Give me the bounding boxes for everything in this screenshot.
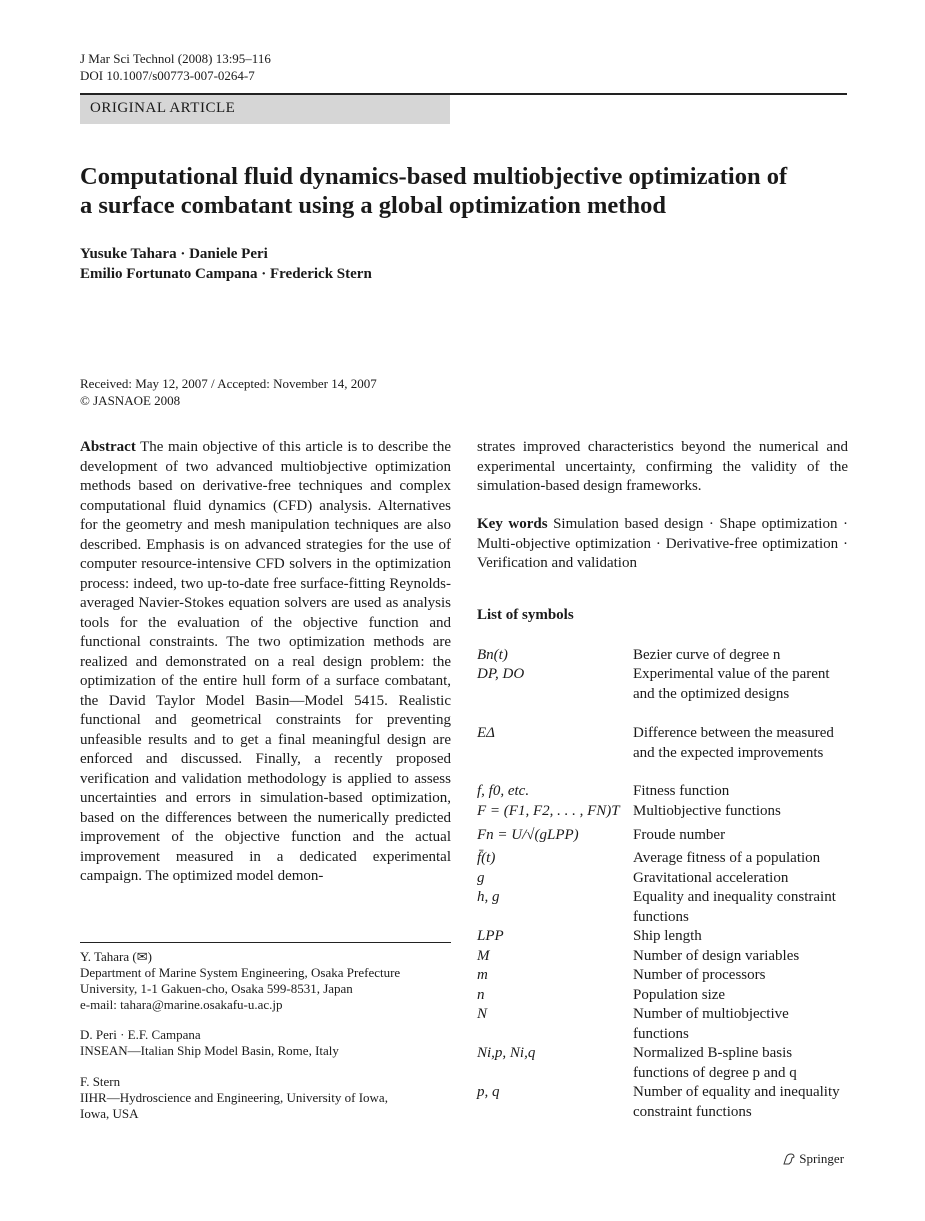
symbol: Bn(t) (477, 647, 508, 663)
symbol: DP, DO (477, 666, 525, 682)
affiliation-line: University, 1-1 Gakuen-cho, Osaka 599-8531, Japan (80, 981, 353, 996)
keywords-body: Simulation based design · Shape optimization · Multi-objective optimization · Derivative-free optimization · Verification and validation (477, 516, 848, 571)
publication-dates (80, 375, 377, 409)
paper-title (80, 162, 850, 220)
symbol: m (477, 967, 488, 983)
symbol-description: Difference between the measured and the expected improvements (633, 725, 834, 761)
author-name: Y. Tahara (✉) (80, 949, 152, 964)
copyright: © JASNAOE 2008 (80, 393, 181, 408)
keywords (477, 515, 848, 574)
symbol-description: Gravitational acceleration (633, 870, 789, 886)
journal-citation (80, 50, 271, 84)
author-list (80, 244, 372, 284)
affiliation-peri-campana (80, 1027, 451, 1059)
title-line-2: a surface combatant using a global optimization method (80, 192, 666, 219)
symbol: n (477, 987, 485, 1003)
symbol-description: Number of multiobjective functions (633, 1006, 789, 1042)
affiliation-line: IIHR—Hydroscience and Engineering, University of Iowa, (80, 1090, 388, 1105)
authors-line-1: Yusuke Tahara · Daniele Peri (80, 246, 268, 262)
received-accepted: Received: May 12, 2007 / Accepted: November 14, 2007 (80, 376, 377, 391)
footnote-rule (80, 942, 451, 943)
symbol: Ni,p, Ni,q (477, 1045, 536, 1061)
springer-horse-icon (782, 1152, 796, 1166)
article-type-label: ORIGINAL ARTICLE (90, 100, 236, 116)
publisher-name: Springer (799, 1151, 845, 1166)
abstract-body: The main objective of this article is to describe the development of two advanced multiobjective optimization methods based on derivative-free techniques and complex computational fluid dynamics (CFD) analysis. Alternatives for the geometry and mesh manipulation techniques are also described. Emphasis is on advanced strategies for the use of computer resource-intensive CFD solvers in the optimization process: indeed, two up-to-date free surface-fitting Reynolds-averaged Navier-Stokes equation solvers are used as analysis tools for the evaluation of the objective function and functional constraints. The two optimization methods are realized and demonstrated on a real design problem: the optimization of the entire hull form of a surface combatant, the David Taylor Model Basin—Model 5415. Realistic functional and geometrical constraints for preventing unfeasible results and to get a final meaningful design are enforced and discussed. Finally, a recently proposed verification and validation methodology is applied to assess uncertainties and errors in simulation-based optimization, based on the differences between the numerically predicted improvement of the objective function and the actual improvement measured in a dedicated experimental campaign. The optimized model demon- (80, 439, 452, 884)
keywords-heading: Key words (477, 516, 548, 532)
author-name: F. Stern (80, 1074, 121, 1089)
symbol: M (477, 948, 490, 964)
doi: DOI 10.1007/s00773-007-0264-7 (80, 68, 255, 83)
symbol: F = (F1, F2, . . . , FN)T (477, 803, 620, 819)
title-line-1: Computational fluid dynamics-based multiobjective optimization of (80, 163, 788, 190)
affiliation-line: Iowa, USA (80, 1106, 139, 1121)
symbol: p, q (477, 1084, 500, 1100)
symbol-description: Population size (633, 987, 726, 1003)
symbol: f̄(t) (477, 850, 496, 866)
symbol: EΔ (477, 725, 495, 741)
symbol-description: Number of design variables (633, 948, 800, 964)
symbol: N (477, 1006, 488, 1022)
symbol-description: Ship length (633, 928, 702, 944)
symbol-description: Average fitness of a population (633, 850, 821, 866)
symbol: h, g (477, 889, 500, 905)
affiliation-tahara (80, 949, 451, 1013)
affiliation-stern (80, 1074, 451, 1122)
authors-line-2: Emilio Fortunato Campana · Frederick Stern (80, 266, 372, 282)
symbol: LPP (477, 928, 504, 944)
abstract-continued: strates improved characteristics beyond the numerical and experimental uncertainty, confirming the validity of the simulation-based design frameworks. (477, 439, 848, 494)
symbol: Fn = U/√(gLPP) (477, 827, 579, 843)
email[interactable]: e-mail: tahara@marine.osakafu-u.ac.jp (80, 997, 283, 1012)
symbol-description: Multiobjective functions (633, 803, 781, 819)
symbol-description: Normalized B-spline basis functions of degree p and q (633, 1045, 797, 1081)
affiliation-line: INSEAN—Italian Ship Model Basin, Rome, Italy (80, 1043, 339, 1058)
symbol-description: Number of processors (633, 967, 766, 983)
symbols-heading: List of symbols (477, 607, 574, 623)
journal-reference: J Mar Sci Technol (2008) 13:95–116 (80, 51, 271, 66)
abstract (80, 438, 451, 887)
publisher-logo (782, 1151, 844, 1167)
symbol-description: Experimental value of the parent and the optimized designs (633, 666, 830, 702)
symbol-description: Fitness function (633, 783, 730, 799)
symbol-description: Bezier curve of degree n (633, 647, 781, 663)
symbol: f, f0, etc. (477, 783, 530, 799)
symbol-description: Equality and inequality constraint functions (633, 889, 836, 925)
abstract-heading: Abstract (80, 439, 136, 455)
symbol: g (477, 870, 485, 886)
author-name: D. Peri · E.F. Campana (80, 1027, 201, 1042)
affiliation-line: Department of Marine System Engineering, Osaka Prefecture (80, 965, 401, 980)
symbol-description: Number of equality and inequality constraint functions (633, 1084, 840, 1120)
symbol-description: Froude number (633, 827, 726, 843)
